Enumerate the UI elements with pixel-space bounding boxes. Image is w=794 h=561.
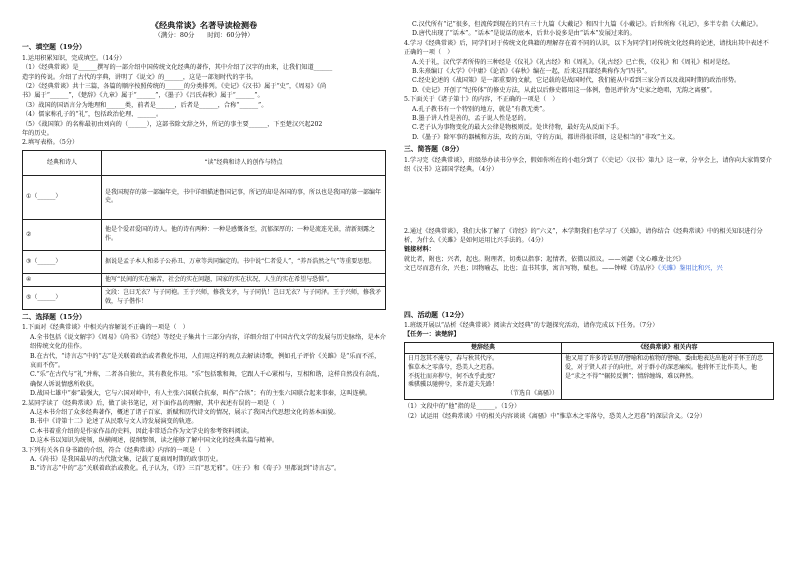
s4-sub1: （1）文段中的“他”指的是______。（1分） bbox=[404, 403, 521, 411]
poem-line: 日月忽其不淹兮，春与秋其代序。 bbox=[408, 355, 499, 363]
s1-line: （1）《经典常谈》是______撰写的一部介绍中国传统文化经典的著作，其中介绍了汉字的由来，让我们知道______ bbox=[22, 64, 333, 72]
table-row bbox=[405, 354, 774, 400]
s2-q1-stem: 1.下面对《经典常谈》中相关内容解说不正确的一项是（ ） bbox=[22, 324, 189, 332]
table-row bbox=[23, 250, 386, 273]
s1-q2-stem: 2.填写表格。（5分） bbox=[22, 139, 79, 147]
option-c[interactable]: C.汉代所有“记”很多，但流传到现在的只有三十九篇《大戴记》和四十九篇《小戴记》。后世所称《礼记》，多半专指《大戴记》。 bbox=[412, 21, 763, 28]
chuci-table bbox=[404, 342, 774, 401]
poem-cell bbox=[405, 354, 562, 400]
page-title: 《经典常谈》名著导读检测卷 bbox=[150, 20, 258, 30]
table-row bbox=[23, 286, 386, 309]
classics-table bbox=[22, 150, 386, 310]
option-d[interactable]: D.唐代出现了“话本”。“话本”是说话的底本，后世小说多是由“话本”发展过来的。 bbox=[412, 30, 636, 38]
section-4-heading: 四、活动题（12分） bbox=[404, 310, 468, 319]
right-column bbox=[404, 20, 774, 421]
left-column bbox=[22, 20, 386, 474]
commentary-cell: 他又用了许多诗话里的譬喻和动植物的譬喻，委曲地表达出他对于怀王的忠爱，对于贤人君子的向往，对于群小的深恶痛疾。他将怀王比作美人，他是“求之不得”“辗转反侧”；情辞缠绵，难以释然。 bbox=[562, 354, 774, 400]
option-d[interactable]: D.这本书以知识为统领，纵横阐述，提纲挈领，读之能够了解中国文化的经典名篇与精神。 bbox=[30, 437, 279, 445]
table-row bbox=[23, 219, 386, 250]
s2-q2-stem: 2.某同学读了《经典常谈》后，做了读书笔记，对下面作品的理解，其中表述有误的一项是（ ） bbox=[22, 399, 288, 407]
s1-line: 书》属于“______”，《楚辞》《九章》属于“______”，《墨子》《吕氏春秋》属于“______”。 bbox=[22, 92, 264, 100]
section-1-heading: 一、填空题（19分） bbox=[22, 43, 86, 52]
option-a[interactable]: A.孔子教书有一个特别的地方，就是“有教无类”。 bbox=[412, 105, 549, 113]
table-header: “读”经典和诗人的创作与特点 bbox=[102, 150, 386, 175]
s4-intro: 1.班级开展以“品析《经典常谈》阅读古文经典”的专题探究活动，请你完成以下任务。（7分） bbox=[404, 321, 659, 329]
option-c[interactable]: C.“乐”在古代与“礼”并称，二者各自独立，其有教化作用。“乐”包括歌和舞，它跟人千心紧相与，互相和谐，这样自然没有杂乱，确保人诉说情感所收获。 bbox=[30, 371, 384, 388]
s2-q5-stem: 5.下面关于《诸子第十》的内容，不正确的一项是（ ） bbox=[404, 96, 559, 104]
s3-q2: 2.通过《经典常谈》，我们大体了解了《诗经》的“六义”，本学期我们也学习了《关雎》，请你结合《经典常谈》中的相关知识进行分析，为什么《关雎》是如何运用比兴手法的。（4分） bbox=[404, 227, 763, 244]
table-cell-answer[interactable]: ④ bbox=[23, 273, 102, 286]
table-cell-answer[interactable]: ①（______） bbox=[23, 175, 102, 219]
material-quote-2 bbox=[404, 264, 774, 273]
answer-area-2[interactable] bbox=[404, 274, 774, 308]
page-subtitle: （满分：80分 时间：60分钟） bbox=[154, 31, 254, 39]
s1-q1-stem: 1.运用积累知识，完成填空。（14分） bbox=[22, 54, 126, 62]
option-b[interactable]: B.“诗言志”中的“志”关联着政治或教化。孔子认为，《诗》三百“思无邪”。《庄子》和《荀子》里都说到“诗言志”。 bbox=[30, 465, 341, 473]
s2-q3-stem: 3.下列有关各自身书籍的介绍，符合《经典常谈》内容的一项是（ ） bbox=[22, 446, 214, 454]
table-cell: 他是个爱君爱国的诗人。他的诗有两种：一种是感慨备至，沉郁深厚的；一种是流连光景，清新刻露之作。 bbox=[102, 219, 386, 250]
material-label: 链接材料： bbox=[404, 246, 435, 254]
option-c[interactable]: C.经史论述的《战国策》是一部重要的文献，它记载的是战国时代，我们能从中看到三家分晋以及战国时期的政治形势。 bbox=[412, 77, 741, 85]
table-cell: 是我国现存的第一部编年史，书中详细描述鲁国记事，所记的却是各国的事，所以也是我国的第一部编年史。 bbox=[102, 175, 386, 219]
s1-line: （5）《战国策》的名称最初由刘向的（______），这部书除文辞之外，所记的事主要______，下至楚汉兴起202 bbox=[22, 120, 323, 128]
s4-sub2: （2）试运用《经典常谈》中的相关内容谈谈《离骚》中“惟草木之零落兮，恐美人之迟暮”的深层含义。（2分） bbox=[404, 412, 706, 420]
table-cell-answer[interactable]: ② bbox=[23, 219, 102, 250]
material-quote-1: 就比者，附也；兴者，起也。附理者，切类以指事；起情者，依微以拟议。——刘勰《文心雕龙·比兴》 bbox=[404, 255, 685, 263]
poem-source: （节选自《离骚》） bbox=[506, 389, 558, 397]
option-d[interactable]: D.战国七雄中“秦”最强大，它与六国对峙中，有人主张六国联合抗秦，叫作“合纵”；有的主张六国联合起来事秦，这叫连横。 bbox=[30, 390, 372, 398]
section-3-heading: 三、简答题（8分） bbox=[404, 145, 464, 154]
s1-line: （2）《经典常谈》共十三篇，各篇的顺序按照传统的______的分类排列。《史记》《汉书》属于“史”，《周易》《尚 bbox=[22, 83, 327, 91]
option-a[interactable]: A.这本书介绍了众多经典著作，概述了诸子百家、新赋和历代诗文的情况，展示了我国古代思想文化的基本面貌。 bbox=[30, 408, 340, 416]
option-b[interactable]: B.墨子讲人性是善的，孟子说人性是恶的。 bbox=[412, 115, 530, 123]
option-d[interactable]: D.《墨子》除军事的器械和方法，攻的方面，守的方面，都讲得很详细，这是相当的“非攻”主义。 bbox=[412, 133, 679, 141]
table-cell-answer[interactable]: ⑤（______） bbox=[23, 286, 102, 309]
guanju-link-tail: 鉴用比和兴，兴 bbox=[679, 265, 723, 273]
guanju-link[interactable]: 《关雎》 bbox=[657, 265, 680, 273]
table-cell: 据说是孟子本人和弟子公孙丑、万章等共同编定的。书中说“仁者爱人”，“养吾浩然之气”等重要思想。 bbox=[102, 250, 386, 273]
table-row bbox=[23, 175, 386, 219]
table-header: 《经典常谈》相关内容 bbox=[562, 342, 774, 354]
s1-line: 年的历史。 bbox=[22, 130, 53, 138]
poem-line: 惟草木之零落兮，恐美人之迟暮。 bbox=[408, 363, 499, 371]
option-c[interactable]: C.本书着重介绍的是作家作品的史料，因此非常适合作为文学史的参考资料阅读。 bbox=[30, 427, 254, 435]
s1-line: （3）战国的国语言分为地理和______类，前者是______，后者是______，合称“______”。 bbox=[22, 101, 268, 109]
task-label: 【任务一：读楚辞】 bbox=[404, 331, 460, 339]
table-cell: 文段：岂曰无衣？与子同袍。王于兴师，修我戈矛，与子同仇！岂曰无衣？与子同泽。王于兴师，修我矛戟，与子偕作！ bbox=[102, 286, 386, 309]
option-a[interactable]: A.关于礼，汉代学者所传的三种经是《仪礼》《礼古经》和《周礼》。《礼古经》已亡佚，《仪礼》和《周礼》相对是经。 bbox=[412, 58, 734, 66]
s1-line: （4）儒家称孔子的“礼”，包括政治伦理、______。 bbox=[22, 111, 163, 119]
table-header: 楚辞经典 bbox=[405, 342, 562, 354]
table-cell: 他写“民间的实在痛苦，社会的实在问题，国家的实在状况，人生的实在希望与恐惧”。 bbox=[102, 273, 386, 286]
option-d[interactable]: D.《史记》开创了“纪传体”的修史方法，从此以后修史都用这一体例，鲁迅评价为“史家之绝唱，无韵之离骚”。 bbox=[412, 86, 716, 94]
s3-q1: 1.学习完《经典常谈》，班级举办读书分享会，假如你所在的小组分到了《〈史记〉〈汉书〉第九》这一章，分享会上，请你向大家简要介绍《汉书》这部国学经典。（4分） bbox=[404, 156, 772, 174]
option-c[interactable]: C.老子认为事物变化的最大公律是物极则反。处世待物，最好先从反面下手。 bbox=[412, 124, 623, 132]
material-quote-2-text: 文已尽而意有余，兴也；因物喻志，比也；直书其事，寓言写物，赋也。——钟嵘《诗品序》 bbox=[404, 265, 658, 273]
poem-line: 不抚壮而弃秽兮，何不改乎此度？ bbox=[408, 372, 499, 380]
s1-line: 造字的传说。介绍了古代的字典，讲明了《说文》的______，这是一部划时代的字书。 bbox=[22, 73, 258, 81]
option-a[interactable]: A.《尚书》是我国最早的古代散文集，记载了夏商周时期的政事历史。 bbox=[30, 455, 223, 463]
option-b[interactable]: B.书中《诗第十二》论述了从民歌与文人诗发展演变的轨迹。 bbox=[30, 418, 198, 426]
section-2-heading: 二、选择题（15分） bbox=[22, 312, 86, 321]
table-header: 经典和诗人 bbox=[23, 150, 102, 175]
poem-line: 乘骐骥以驰骋兮，来吾道夫先路！ bbox=[408, 381, 499, 389]
option-a[interactable]: A.全书包括《说文解字》《周易》《尚书》《诗经》等经史子集共十三部分内容，详细介绍了中国古代文学的发展与历史脉络，是本介绍传统文化的佳作。 bbox=[30, 333, 387, 351]
option-b[interactable]: B.在古代，“诗言志”中的“志”是关联着政治或者教化作用，人们用这样的观点去解读诗歌，例如孔子评价《关雎》是“乐而不淫，哀而不伤”。 bbox=[30, 352, 381, 369]
option-b[interactable]: B.朱熹编订《大学》《中庸》《论语》《春秋》编在一起，后来这四部经典称作为“四书”。 bbox=[412, 68, 651, 76]
table-row bbox=[23, 273, 386, 286]
answer-area-1[interactable] bbox=[404, 175, 774, 227]
s2-q4-stem: 4.学习《经典常谈》后，同学们对于传统文化典籍的理解存在着不同的认识，以下为同学们对传统文化经典的论述，请找出其中表述不正确的一项（ ） bbox=[404, 39, 769, 57]
table-cell-answer[interactable]: ③（______） bbox=[23, 250, 102, 273]
